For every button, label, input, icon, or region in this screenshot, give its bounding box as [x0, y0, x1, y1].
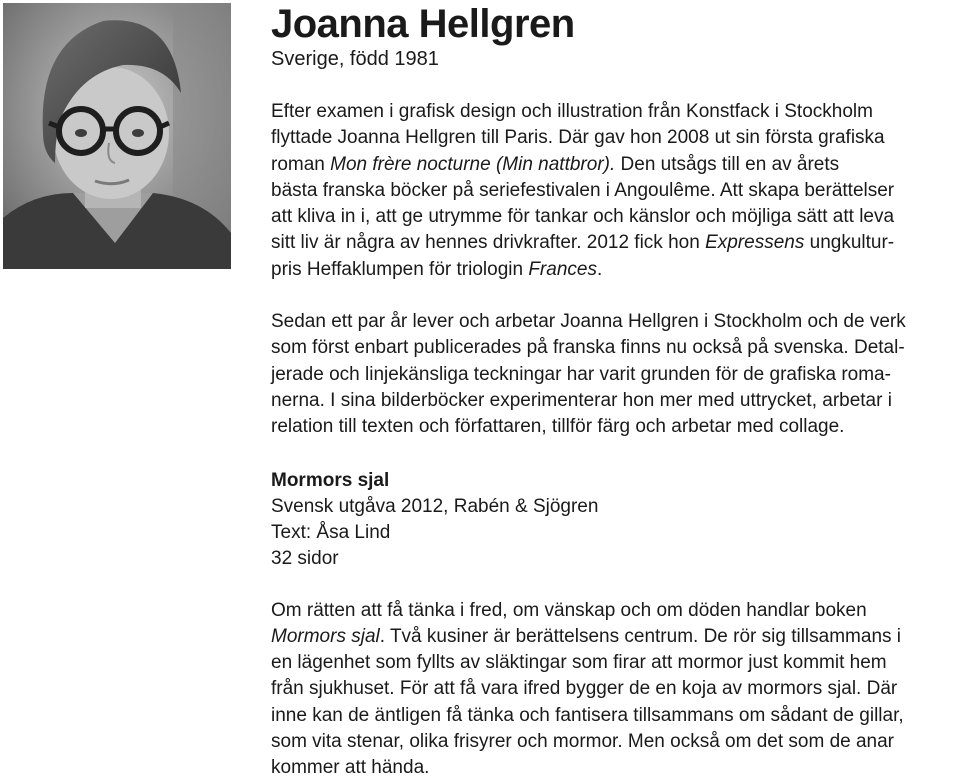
biography-line-segment: Efter examen i grafisk design och illustration från Konstfack i Stockholm	[271, 101, 873, 122]
description-line	[271, 755, 960, 781]
biography-line-segment: jerade och linjekänsliga teckningar har varit grunden för de grafiska roma-	[271, 363, 891, 385]
biography-line-segment: nerna. I sina bilderböcker experimenterar hon mer med uttrycket, arbetar i	[271, 389, 892, 411]
description-line-segment: som vita stenar, olika frisyrer och mormor. Men också om det som de anar	[271, 731, 895, 753]
book-title: Mormors sjal	[271, 469, 390, 491]
biography-line-segment: Den utsågs till en av årets	[615, 153, 840, 175]
biography-line	[271, 204, 960, 230]
book-pages: 32 sidor	[271, 547, 339, 569]
description-line-segment: . Två kusiner är berättelsens centrum. De rör sig tillsammans i	[379, 625, 902, 647]
description-line	[271, 676, 960, 702]
description-line	[271, 598, 960, 624]
biography-line-segment: roman	[271, 153, 331, 175]
biography-line	[271, 152, 960, 178]
biography-line-segment: Sedan ett par år lever och arbetar Joanna Hellgren i Stockholm och de verk	[271, 311, 906, 333]
biography-line-segment: pris Heffaklumpen för triologin	[271, 258, 529, 280]
description-line-segment: inne kan de äntligen få tänka och fantisera tillsammans om sådant de gillar,	[271, 704, 904, 726]
author-portrait	[3, 3, 231, 269]
description-line	[271, 703, 960, 729]
biography-line-segment: ungkultur-	[804, 232, 895, 254]
biography-line	[271, 125, 960, 151]
author-portrait-photo	[3, 3, 231, 269]
book-description	[271, 598, 960, 782]
biography-line	[271, 178, 960, 204]
description-line-segment: från sjukhuset. För att få vara ifred bygger de en koja av mormors sjal. Där	[271, 678, 898, 700]
biography-line	[271, 388, 960, 414]
biography-line	[271, 335, 960, 361]
description-line-segment: Mormors sjal	[271, 625, 380, 647]
author-origin: Sverige, född 1981	[271, 48, 439, 70]
biography-paragraph-2	[271, 309, 960, 440]
biography-line-segment: Expressens	[705, 232, 805, 254]
author-name: Joanna Hellgren	[271, 2, 575, 46]
description-line	[271, 624, 960, 650]
description-line	[271, 650, 960, 676]
biography-line-segment: att kliva in i, att ge utrymme för tankar och känslor och möjliga sätt att leva	[271, 206, 895, 228]
description-line	[271, 729, 960, 755]
biography-line-segment: relation till texten och författaren, tillför färg och arbetar med collage.	[271, 416, 845, 438]
biography-line-segment: sitt liv är några av hennes drivkrafter. 2012 fick hon	[271, 232, 706, 254]
biography-line-segment: Frances	[528, 258, 597, 280]
biography-line-segment: som först enbart publicerades på franska finns nu också på svenska. Detal-	[271, 337, 905, 359]
description-line-segment: en lägenhet som fyllts av släktingar som firar att mormor just kommit hem	[271, 652, 887, 674]
biography-line	[271, 362, 960, 388]
book-text-by: Text: Åsa Lind	[271, 521, 391, 543]
biography-line-segment: .	[596, 258, 603, 280]
book-edition: Svensk utgåva 2012, Rabén & Sjögren	[271, 495, 599, 517]
author-profile	[271, 0, 960, 782]
description-line-segment: Om rätten att få tänka i fred, om vänskap och om döden handlar boken	[271, 599, 867, 621]
biography-paragraph-1	[271, 99, 960, 283]
biography-line	[271, 99, 960, 125]
biography-line-segment: bästa franska böcker på seriefestivalen i Angoulême. Att skapa berättelser	[271, 179, 895, 201]
biography-line-segment: Mon frère nocturne (Min nattbror).	[330, 153, 616, 175]
biography-line	[271, 257, 960, 283]
biography-line-segment: flyttade Joanna Hellgren till Paris. Där gav hon 2008 ut sin första grafiska	[271, 127, 885, 149]
biography-line	[271, 230, 960, 256]
biography-line	[271, 309, 960, 335]
biography-line	[271, 414, 960, 440]
description-line-segment: kommer att hända.	[271, 757, 430, 779]
